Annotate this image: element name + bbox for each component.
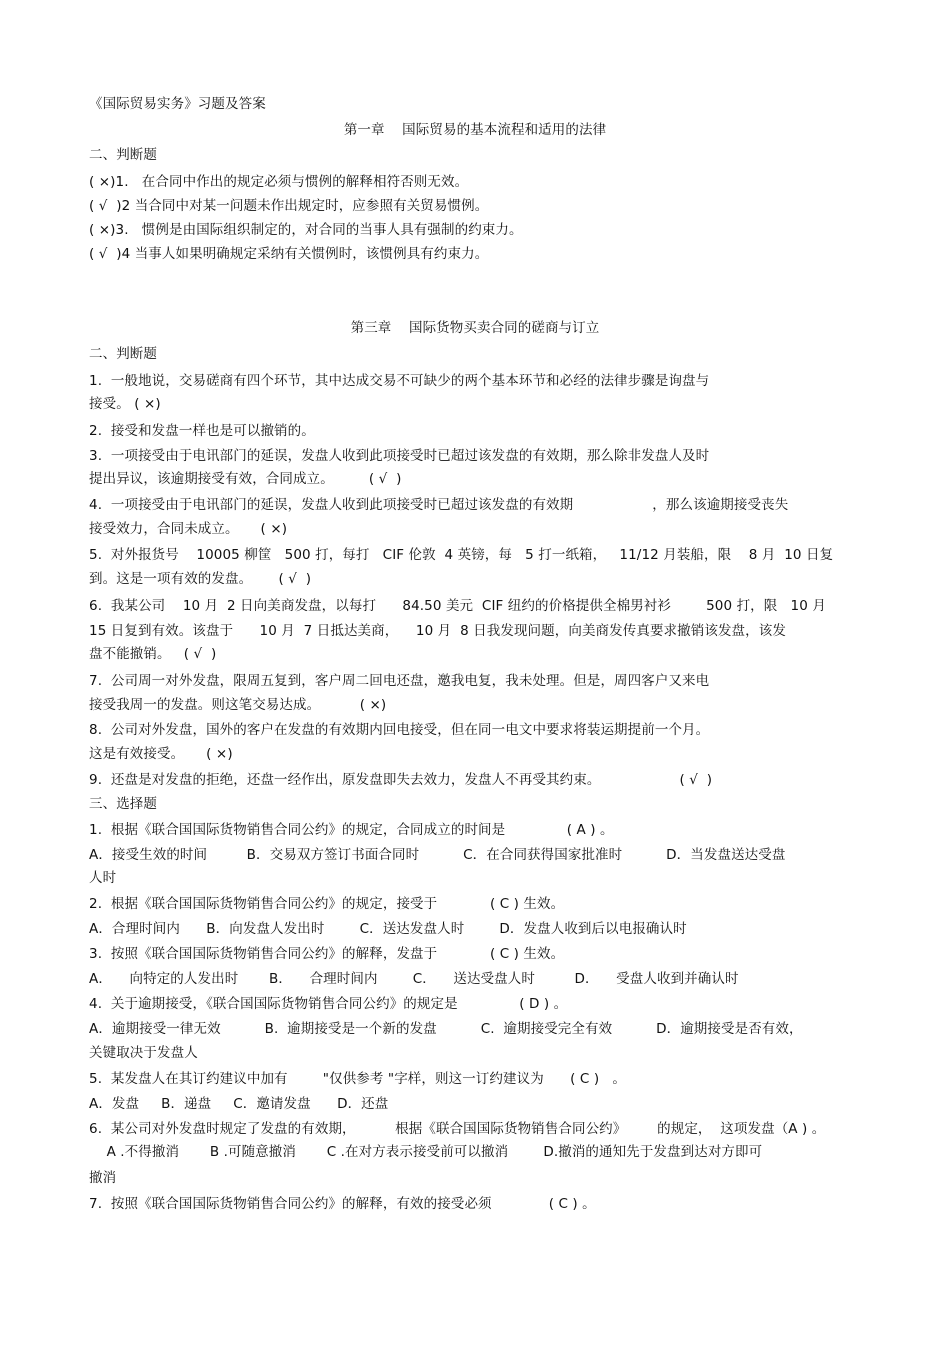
judge-line: 3. 一项接受由于电讯部门的延误，发盘人收到此项接受时已超过该发盘的有效期，那么除非发盘人及时 [89, 448, 710, 464]
chapter3-heading: 第三章 国际货物买卖合同的磋商与订立 [350, 320, 600, 336]
judge-line: 1. 一般地说，交易磋商有四个环节，其中达成交易不可缺少的两个基本环节和必经的法律步骤是询盘与 [89, 373, 710, 389]
chapter1-heading: 第一章 国际贸易的基本流程和适用的法律 [343, 122, 607, 138]
choice-line: A．发盘 B．递盘 C．邀请发盘 D．还盘 [89, 1096, 389, 1112]
judge-line: 提出异议，该逾期接受有效，合同成立。 ( √ ) [89, 471, 402, 487]
choice-line: A .不得撤消 B .可随意撤消 C .在对方表示接受前可以撤消 D.撤消的通知先于发盘到达对方即可 [89, 1144, 763, 1160]
judge-line: 8. 公司对外发盘，国外的客户在发盘的有效期内回电接受，但在同一电文中要求将装运期提前一个月。 [89, 722, 710, 738]
choice-line: 6. 某公司对外发盘时规定了发盘的有效期， 根据《联合国国际货物销售合同公约》 的规定， 这项发盘（A ) 。 [89, 1121, 826, 1137]
judge-line: 9. 还盘是对发盘的拒绝，还盘一经作出，原发盘即失去效力，发盘人不再受其约束。 ( √ ) [89, 772, 713, 788]
judge-line: 接受效力，合同未成立。 ( ×) [89, 521, 288, 537]
judge-line: 到。这是一项有效的发盘。 ( √ ) [89, 571, 312, 587]
chapter3-section-choice: 三、选择题 [89, 796, 157, 812]
choice-line: A． 向特定的人发出时 B． 合理时间内 C． 送达受盘人时 D． 受盘人收到并确认时 [89, 971, 739, 987]
chapter1-section-judge: 二、判断题 [89, 147, 157, 163]
choice-line: A．合理时间内 B．向发盘人发出时 C．送达发盘人时 D．发盘人收到后以电报确认时 [89, 921, 687, 937]
choice-line: 1. 根据《联合国国际货物销售合同公约》的规定，合同成立的时间是 ( A ) 。 [89, 822, 614, 838]
judge-line: 接受我周一的发盘。则这笔交易达成。 ( ×) [89, 697, 387, 713]
choice-line: 撤消 [89, 1170, 117, 1186]
judge-line: 盘不能撤销。 ( √ ) [89, 646, 217, 662]
choice-line: 3. 按照《联合国国际货物销售合同公约》的解释，发盘于 ( C ) 生效。 [89, 946, 565, 962]
judge-line: 4. 一项接受由于电讯部门的延误，发盘人收到此项接受时已超过该发盘的有效期 ，那么该逾期接受丧失 [89, 497, 789, 513]
choice-line: A．接受生效的时间 B．交易双方签订书面合同时 C．在合同获得国家批准时 D．当发盘送达受盘 [89, 847, 786, 863]
choice-line: 关键取决于发盘人 [89, 1045, 198, 1061]
choice-line: 人时 [89, 870, 117, 886]
doc-title: 《国际贸易实务》习题及答案 [89, 96, 266, 112]
judge-line: 2. 接受和发盘一样也是可以撤销的。 [89, 423, 315, 439]
judge-line: 这是有效接受。 ( ×) [89, 746, 233, 762]
choice-line: A．逾期接受一律无效 B. 逾期接受是一个新的发盘 C. 逾期接受完全有效 D．逾期接受是否有效， [89, 1021, 803, 1037]
chapter3-section-judge: 二、判断题 [89, 346, 157, 362]
choice-line: 2. 根据《联合国国际货物销售合同公约》的规定，接受于 ( C ) 生效。 [89, 896, 565, 912]
judge-line: 7. 公司周一对外发盘，限周五复到，客户周二回电还盘，邀我电复，我未处理。但是，周四客户又来电 [89, 673, 710, 689]
judge-line: 接受。 ( ×) [89, 396, 161, 412]
judge-line: 15 日复到有效。该盘于 10 月 7 日抵达美商， 10 月 8 日我发现问题，向美商发传真要求撤销该发盘，该发 [89, 623, 786, 639]
chapter1-item: ( ×)3. 惯例是由国际组织制定的，对合同的当事人具有强制的约束力。 [89, 222, 523, 238]
choice-line: 4. 关于逾期接受，《联合国国际货物销售合同公约》的规定是 ( D ) 。 [89, 996, 568, 1012]
chapter1-item: ( ×)1. 在合同中作出的规定必须与惯例的解释相符否则无效。 [89, 174, 469, 190]
choice-line: 5. 某发盘人在其订约建议中加有 "仅供参考 "字样，则这一订约建议为 ( C ) 。 [89, 1071, 626, 1087]
chapter1-item: ( √ )2 当合同中对某一问题未作出规定时，应参照有关贸易惯例。 [89, 198, 489, 214]
chapter1-item: ( √ )4 当事人如果明确规定采纳有关惯例时，该惯例具有约束力。 [89, 246, 489, 262]
judge-line: 5. 对外报货号 10005 柳筐 500 打，每打 CIF 伦敦 4 英镑，每 5 打一纸箱， 11/12 月装船，限 8 月 10 日复 [89, 547, 834, 563]
choice-line: 7. 按照《联合国国际货物销售合同公约》的解释，有效的接受必须 ( C ) 。 [89, 1196, 596, 1212]
judge-line: 6. 我某公司 10 月 2 日向美商发盘，以每打 84.50 美元 CIF 纽约的价格提供全棉男衬衫 500 打，限 10 月 [89, 598, 826, 614]
